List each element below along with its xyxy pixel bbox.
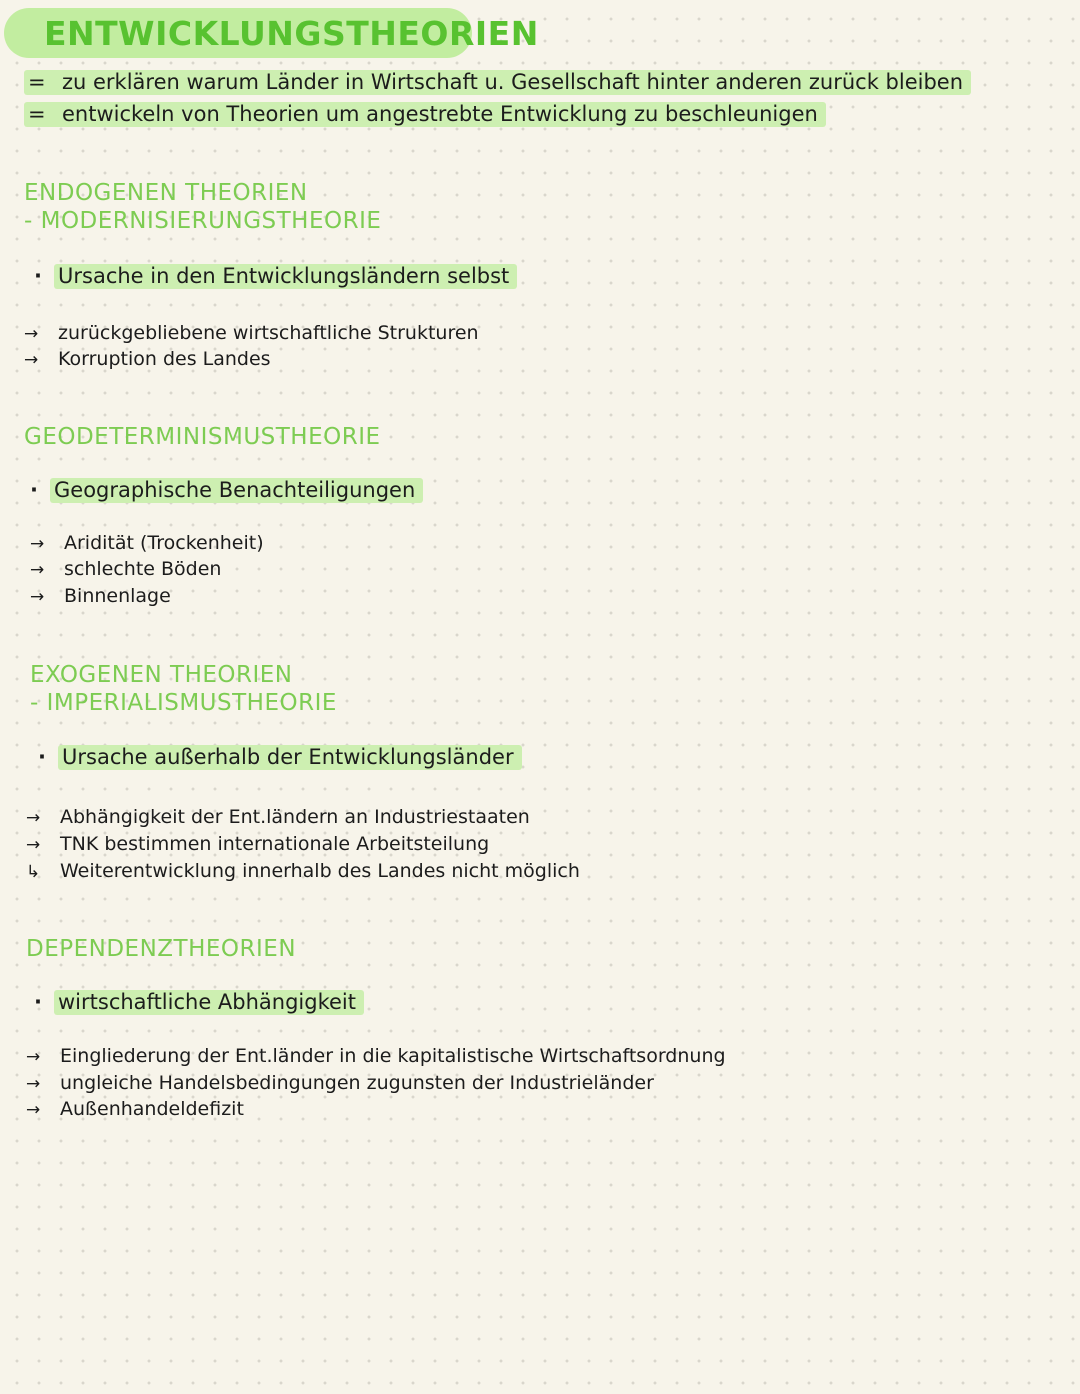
bullet-wirtschaftliche-abhaengigkeit — [34, 990, 364, 1014]
equals-marker: = — [28, 70, 46, 94]
list-item-text: Abhängigkeit der Ent.ländern an Industriestaaten — [60, 806, 530, 828]
bullet-ursache-ausserhalb — [38, 745, 522, 769]
bullet-dot: · — [38, 745, 46, 769]
equals-marker: = — [28, 102, 46, 126]
section-heading-endogen: ENDOGENEN THEORIEN — [24, 180, 308, 206]
intro-text-1: zu erklären warum Länder in Wirtschaft u. Gesellschaft hinter anderen zurück bleiben — [62, 70, 964, 94]
arrow-right-icon: → — [26, 1074, 41, 1094]
list-item-text: Weiterentwicklung innerhalb des Landes nicht möglich — [60, 860, 580, 882]
list-item — [26, 806, 530, 828]
arrow-right-icon: → — [30, 587, 45, 607]
arrow-right-icon: → — [30, 534, 45, 554]
list-item-text: Eingliederung der Ent.länder in die kapitalistische Wirtschaftsordnung — [60, 1045, 726, 1067]
bullet-dot: · — [34, 990, 42, 1014]
arrow-right-icon: → — [26, 1100, 41, 1120]
list-item — [26, 1072, 654, 1094]
bullet-ursache-selbst — [34, 264, 517, 288]
arrow-right-icon: → — [26, 1047, 41, 1067]
list-item — [30, 585, 171, 607]
section-heading-exogen: EXOGENEN THEORIEN — [30, 662, 293, 688]
list-item-text: zurückgebliebene wirtschaftliche Strukturen — [58, 322, 479, 344]
list-item-text: TNK bestimmen internationale Arbeitsteilung — [60, 833, 490, 855]
list-item — [30, 558, 221, 580]
list-item — [26, 833, 489, 855]
bullet-text: Ursache in den Entwicklungsländern selbst — [54, 264, 517, 289]
section-subheading-imperialismus: - IMPERIALISMUSTHEORIE — [30, 690, 337, 716]
bullet-geographische — [30, 478, 423, 502]
list-item-text: schlechte Böden — [64, 558, 222, 580]
section-heading-dependenz: DEPENDENZTHEORIEN — [26, 936, 297, 962]
bullet-text: Geographische Benachteiligungen — [50, 478, 423, 503]
list-item-text: ungleiche Handelsbedingungen zugunsten der Industrieländer — [60, 1072, 654, 1094]
bullet-text: Ursache außerhalb der Entwicklungsländer — [58, 745, 522, 770]
intro-line-2 — [24, 102, 826, 126]
list-item-text: Binnenlage — [64, 585, 171, 607]
section-subheading-modernisierung: - MODERNISIERUNGSTHEORIE — [24, 208, 382, 234]
return-arrow-icon: ↳ — [26, 862, 41, 882]
list-item-text: Aridität (Trockenheit) — [64, 532, 264, 554]
list-item — [26, 1098, 244, 1120]
page-title-highlight — [4, 8, 539, 58]
list-item — [24, 322, 479, 344]
section-heading-geodeterminismus: GEODETERMINISMUSTHEORIE — [24, 424, 381, 450]
list-item — [30, 532, 264, 554]
arrow-right-icon: → — [26, 808, 41, 828]
bullet-dot: · — [34, 264, 42, 288]
arrow-right-icon: → — [26, 835, 41, 855]
arrow-right-icon: → — [24, 324, 39, 344]
bullet-dot: · — [30, 478, 38, 502]
arrow-right-icon: → — [30, 560, 45, 580]
intro-text-2: entwickeln von Theorien um angestrebte Entwicklung zu beschleunigen — [62, 102, 818, 126]
intro-line-1 — [24, 70, 971, 94]
arrow-right-icon: → — [24, 350, 39, 370]
list-item-text: Außenhandeldefizit — [60, 1098, 244, 1120]
bullet-text: wirtschaftliche Abhängigkeit — [54, 990, 364, 1015]
list-item-text: Korruption des Landes — [58, 348, 271, 370]
list-item — [26, 860, 580, 882]
page-title: ENTWICKLUNGSTHEORIEN — [44, 14, 539, 53]
list-item — [24, 348, 271, 370]
list-item — [26, 1045, 726, 1067]
